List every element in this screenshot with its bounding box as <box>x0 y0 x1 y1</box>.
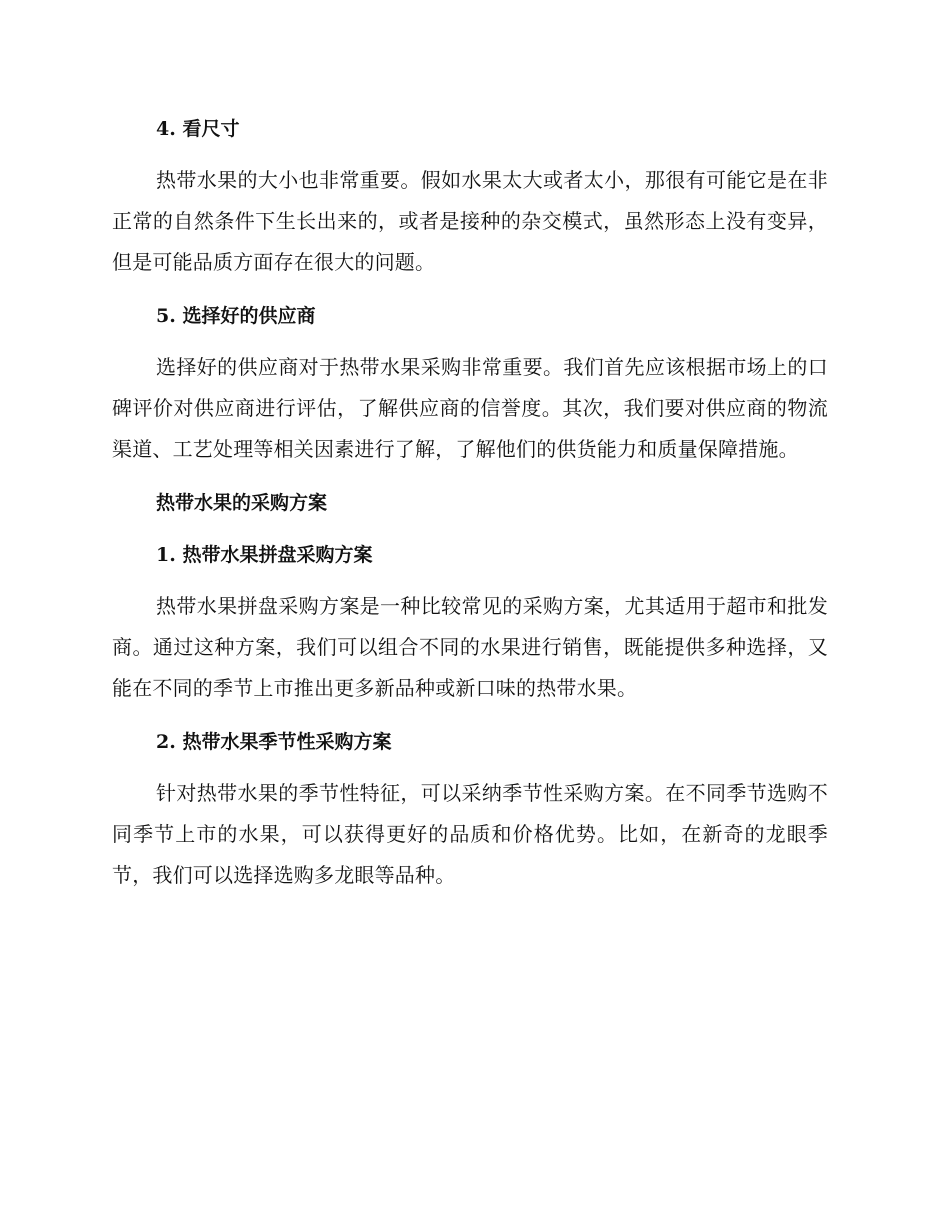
section-heading-platter-plan: 1. 热带水果拼盘采购方案 <box>156 544 373 566</box>
section-paragraph-platter-plan: 热带水果拼盘采购方案是一种比较常见的采购方案，尤其适用于超市和批发商。通过这种方案，我们可以组合不同的水果进行销售，既能提供多种选择，又能在不同的季节上市推出更多新品种或新口味的热带水果。 <box>112 594 828 700</box>
section-heading-purchase-plans: 热带水果的采购方案 <box>156 492 328 514</box>
document-body <box>112 108 828 896</box>
section-paragraph-supplier: 选择好的供应商对于热带水果采购非常重要。我们首先应该根据市场上的口碑评价对供应商进行评估，了解供应商的信誉度。其次，我们要对供应商的物流渠道、工艺处理等相关因素进行了解，了解他们的供货能力和质量保障措施。 <box>112 355 828 461</box>
section-heading-seasonal-plan: 2. 热带水果季节性采购方案 <box>156 731 392 753</box>
section-heading-supplier: 5. 选择好的供应商 <box>156 305 316 327</box>
section-paragraph-size: 热带水果的大小也非常重要。假如水果太大或者太小，那很有可能它是在非正常的自然条件下生长出来的，或者是接种的杂交模式，虽然形态上没有变异，但是可能品质方面存在很大的问题。 <box>112 168 828 274</box>
section-heading-size: 4. 看尺寸 <box>156 118 240 140</box>
section-paragraph-seasonal-plan: 针对热带水果的季节性特征，可以采纳季节性采购方案。在不同季节选购不同季节上市的水果，可以获得更好的品质和价格优势。比如，在新奇的龙眼季节，我们可以选择选购多龙眼等品种。 <box>112 781 828 887</box>
